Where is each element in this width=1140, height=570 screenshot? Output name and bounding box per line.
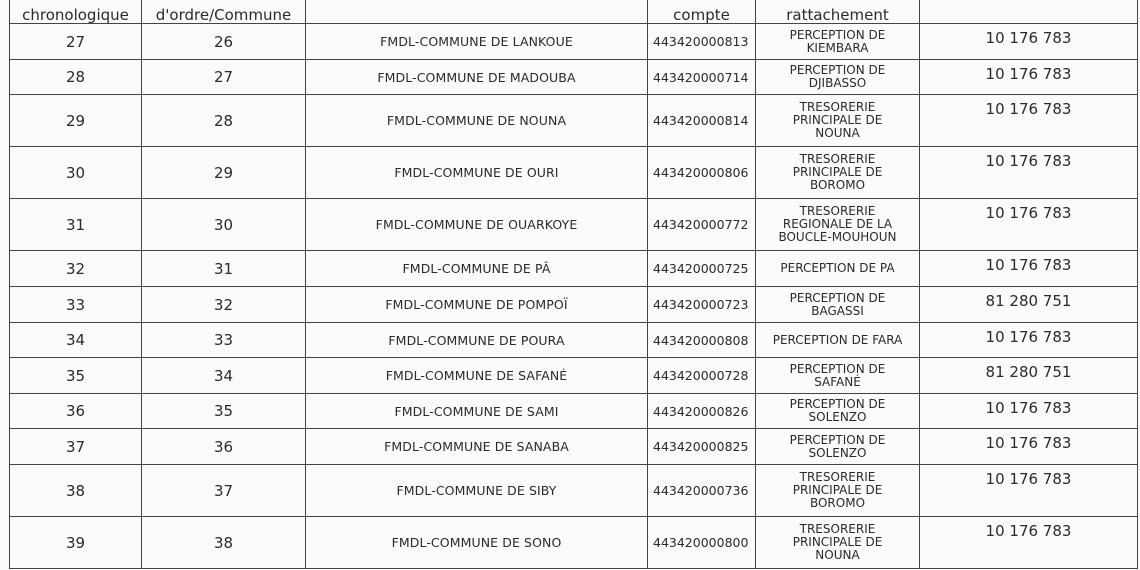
- treasury-line: TRESORERIE: [799, 204, 876, 218]
- treasury-line: PERCEPTION DE: [789, 63, 886, 77]
- treasury-line: PRINCIPALE DE: [792, 483, 883, 497]
- treasury-cell: [756, 60, 920, 95]
- treasury-line: BOUCLE-MOUHOUN: [778, 230, 897, 244]
- account-number: 443420000736: [648, 465, 756, 517]
- chronological-number: 38: [10, 465, 142, 517]
- treasury-line: PERCEPTION DE: [789, 361, 886, 376]
- table-row: [10, 287, 1138, 323]
- commune-name: FMDL-COMMUNE DE PÂ: [306, 251, 648, 287]
- account-number: 443420000813: [648, 24, 756, 60]
- treasury-line: TRESORERIE: [799, 470, 876, 484]
- table-row: [10, 199, 1138, 251]
- table-row: [10, 147, 1138, 199]
- treasury-line: BAGASSI: [811, 303, 864, 318]
- amount: 10 176 783: [920, 199, 1138, 251]
- account-number: 443420000728: [648, 358, 756, 394]
- chronological-number: 31: [10, 199, 142, 251]
- account-number: 443420000800: [648, 517, 756, 569]
- order-number: 35: [142, 394, 306, 429]
- treasury-cell: [756, 429, 920, 465]
- table-row: [10, 95, 1138, 147]
- header-row: [10, 0, 1138, 24]
- amount: 10 176 783: [920, 429, 1138, 465]
- treasury-cell: [756, 199, 920, 251]
- commune-name: FMDL-COMMUNE DE SONO: [306, 517, 648, 569]
- treasury-cell: [756, 323, 920, 358]
- table-row: [10, 323, 1138, 358]
- chronological-number: 29: [10, 95, 142, 147]
- order-number: 26: [142, 24, 306, 60]
- treasury-line: KIEMBARA: [806, 40, 869, 55]
- order-number: 37: [142, 465, 306, 517]
- treasury-line: PERCEPTION DE: [789, 397, 886, 411]
- treasury-line: TRESORERIE: [799, 522, 876, 536]
- account-number: 443420000723: [648, 287, 756, 323]
- table-row: [10, 60, 1138, 95]
- amount: 81 280 751: [920, 358, 1138, 394]
- chronological-number: 32: [10, 251, 142, 287]
- chronological-number: 36: [10, 394, 142, 429]
- order-number: 34: [142, 358, 306, 394]
- chronological-number: 35: [10, 358, 142, 394]
- commune-name: FMDL-COMMUNE DE SANABA: [306, 429, 648, 465]
- commune-name: FMDL-COMMUNE DE OUARKOYE: [306, 199, 648, 251]
- account-number: 443420000725: [648, 251, 756, 287]
- commune-name: FMDL-COMMUNE DE MADOUBA: [306, 60, 648, 95]
- amount: 10 176 783: [920, 24, 1138, 60]
- commune-name: FMDL-COMMUNE DE NOUNA: [306, 95, 648, 147]
- table-row: [10, 429, 1138, 465]
- order-number: 30: [142, 199, 306, 251]
- amount: 10 176 783: [920, 60, 1138, 95]
- header-account: compte: [648, 0, 756, 24]
- treasury-cell: [756, 24, 920, 60]
- header-commune-name: [306, 0, 648, 24]
- order-number: 29: [142, 147, 306, 199]
- allocation-table: [9, 0, 1138, 569]
- amount: 10 176 783: [920, 95, 1138, 147]
- treasury-line: NOUNA: [815, 126, 860, 140]
- order-number: 36: [142, 429, 306, 465]
- order-number: 33: [142, 323, 306, 358]
- treasury-line: BOROMO: [809, 178, 866, 192]
- header-treasury: rattachement: [756, 0, 920, 24]
- treasury-line: PERCEPTION DE: [789, 290, 886, 305]
- order-number: 31: [142, 251, 306, 287]
- treasury-line: TRESORERIE: [799, 152, 876, 166]
- table-body: [10, 24, 1138, 569]
- treasury-line: PERCEPTION DE PA: [780, 261, 895, 275]
- treasury-line: TRESORERIE: [799, 100, 876, 114]
- treasury-line: BOROMO: [809, 496, 866, 510]
- treasury-line: PERCEPTION DE FARA: [772, 332, 903, 347]
- commune-name: FMDL-COMMUNE DE POMPOÏ: [306, 287, 648, 323]
- order-number: 28: [142, 95, 306, 147]
- chronological-number: 33: [10, 287, 142, 323]
- treasury-cell: [756, 465, 920, 517]
- chronological-number: 27: [10, 24, 142, 60]
- treasury-cell: [756, 147, 920, 199]
- amount: 81 280 751: [920, 287, 1138, 323]
- account-number: 443420000808: [648, 323, 756, 358]
- table-row: [10, 251, 1138, 287]
- account-number: 443420000826: [648, 394, 756, 429]
- order-number: 38: [142, 517, 306, 569]
- account-number: 443420000772: [648, 199, 756, 251]
- treasury-cell: [756, 394, 920, 429]
- treasury-cell: [756, 251, 920, 287]
- treasury-line: PERCEPTION DE: [789, 432, 886, 447]
- treasury-line: PRINCIPALE DE: [792, 165, 883, 179]
- amount: 10 176 783: [920, 147, 1138, 199]
- table-row: [10, 465, 1138, 517]
- table-row: [10, 394, 1138, 429]
- chronological-number: 30: [10, 147, 142, 199]
- treasury-line: PRINCIPALE DE: [792, 535, 883, 549]
- treasury-cell: [756, 517, 920, 569]
- account-number: 443420000814: [648, 95, 756, 147]
- treasury-line: SOLENZO: [808, 445, 867, 460]
- amount: 10 176 783: [920, 517, 1138, 569]
- header-order-commune: d'ordre/Commune: [142, 0, 306, 24]
- commune-name: FMDL-COMMUNE DE OURI: [306, 147, 648, 199]
- treasury-line: PERCEPTION DE: [789, 27, 886, 42]
- amount: 10 176 783: [920, 251, 1138, 287]
- chronological-number: 37: [10, 429, 142, 465]
- commune-name: FMDL-COMMUNE DE SAFANÉ: [306, 358, 648, 394]
- account-number: 443420000806: [648, 147, 756, 199]
- treasury-cell: [756, 358, 920, 394]
- commune-name: FMDL-COMMUNE DE POURA: [306, 323, 648, 358]
- treasury-line: SOLENZO: [808, 410, 867, 424]
- account-number: 443420000714: [648, 60, 756, 95]
- treasury-line: REGIONALE DE LA: [782, 217, 893, 231]
- table-row: [10, 517, 1138, 569]
- header-amount: [920, 0, 1138, 24]
- order-number: 27: [142, 60, 306, 95]
- header-chronological: chronologique: [10, 0, 142, 24]
- commune-name: FMDL-COMMUNE DE LANKOUE: [306, 24, 648, 60]
- treasury-line: NOUNA: [815, 548, 860, 562]
- amount: 10 176 783: [920, 465, 1138, 517]
- treasury-line: PRINCIPALE DE: [792, 113, 883, 127]
- treasury-cell: [756, 287, 920, 323]
- chronological-number: 34: [10, 323, 142, 358]
- chronological-number: 28: [10, 60, 142, 95]
- table-row: [10, 24, 1138, 60]
- treasury-cell: [756, 95, 920, 147]
- amount: 10 176 783: [920, 323, 1138, 358]
- chronological-number: 39: [10, 517, 142, 569]
- amount: 10 176 783: [920, 394, 1138, 429]
- treasury-line: DJIBASSO: [808, 76, 867, 90]
- order-number: 32: [142, 287, 306, 323]
- commune-name: FMDL-COMMUNE DE SIBY: [306, 465, 648, 517]
- commune-name: FMDL-COMMUNE DE SAMI: [306, 394, 648, 429]
- account-number: 443420000825: [648, 429, 756, 465]
- table-row: [10, 358, 1138, 394]
- treasury-line: SAFANÉ: [814, 374, 861, 389]
